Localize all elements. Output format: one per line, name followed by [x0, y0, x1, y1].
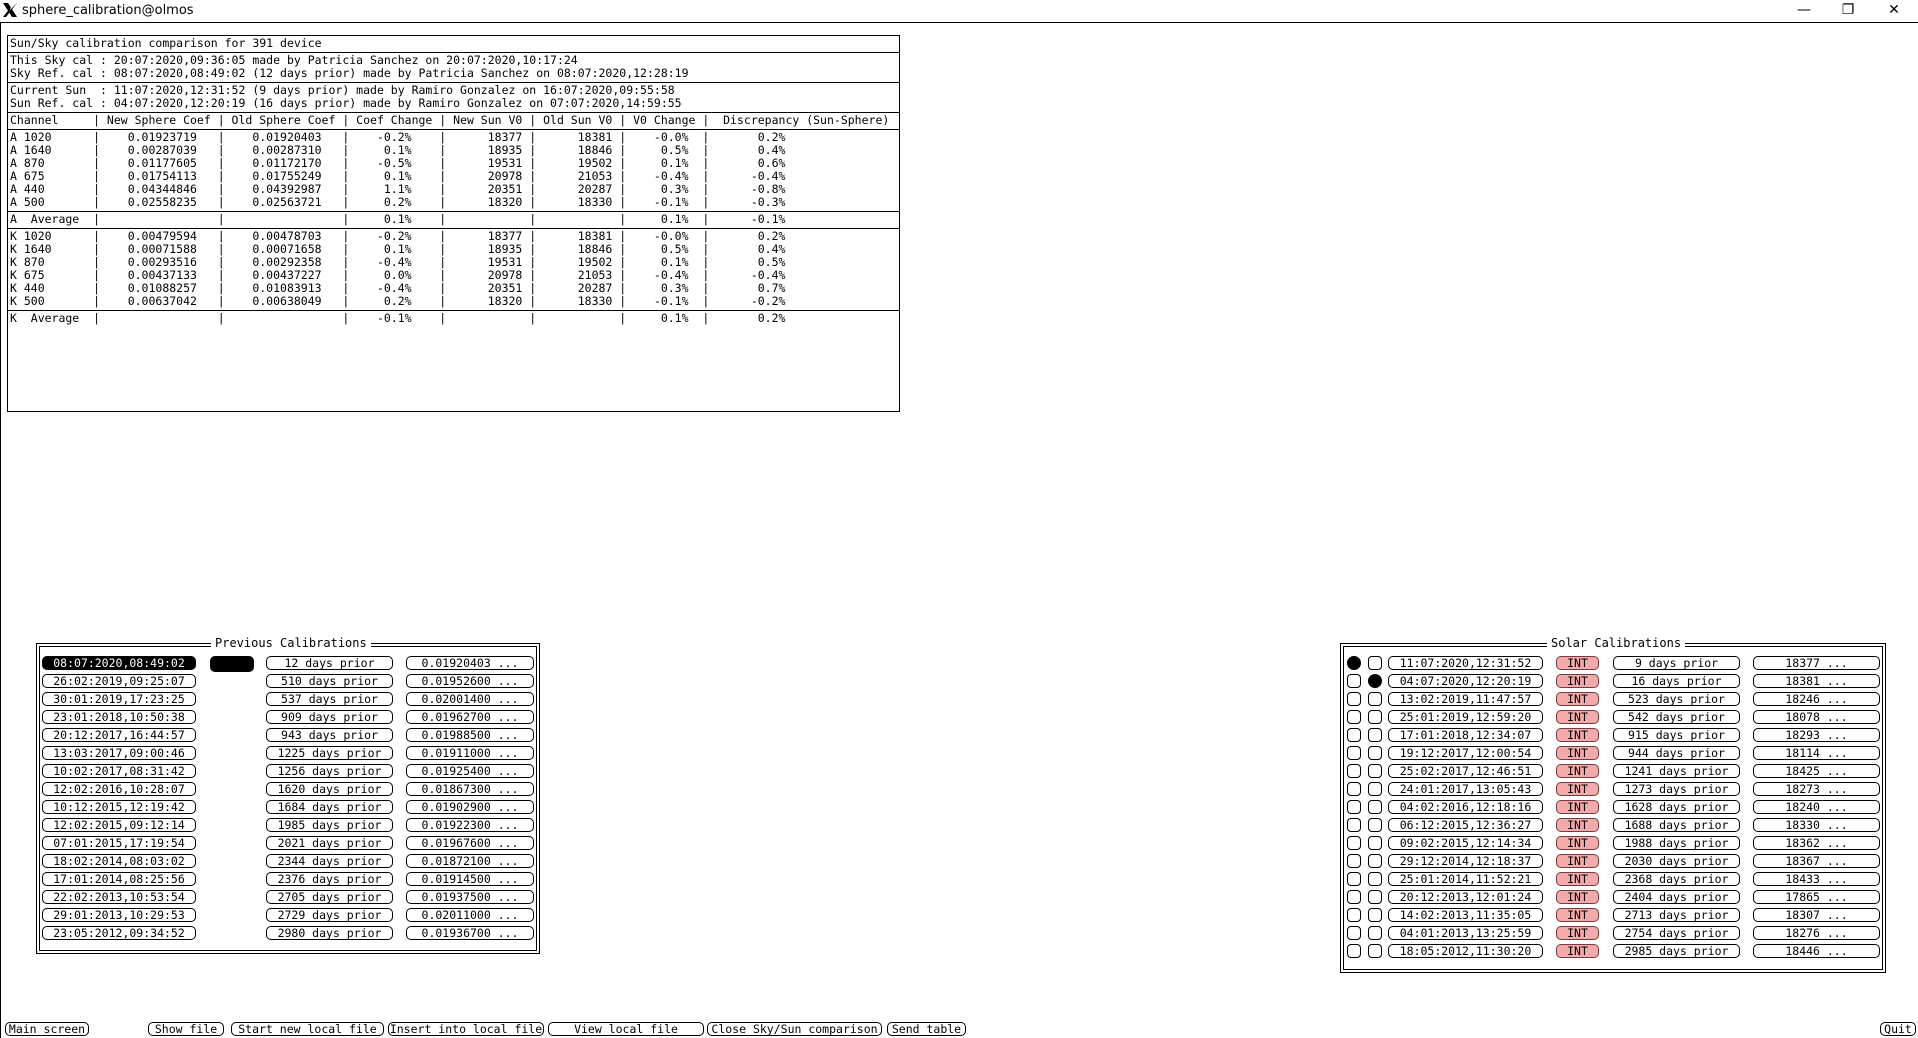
- x-window-icon: [2, 2, 18, 18]
- solar-calibration-type-badge: INT: [1556, 926, 1599, 940]
- previous-calibration-coef[interactable]: 0.01937500 ...: [406, 890, 534, 904]
- current-sun-radio[interactable]: [1347, 926, 1361, 940]
- previous-calibration-coef[interactable]: 0.01911000 ...: [406, 746, 534, 760]
- previous-calibration-date[interactable]: 26:02:2019,09:25:07: [42, 674, 196, 688]
- previous-calibration-prior[interactable]: 909 days prior: [266, 710, 393, 724]
- previous-calibration-date[interactable]: 20:12:2017,16:44:57: [42, 728, 196, 742]
- solar-calibration-type-badge: INT: [1556, 710, 1599, 724]
- report-line: A 675 | 0.01754113 | 0.01755249 | 0.1% | 20978 | 21053 | -0.4% | -0.4%: [10, 169, 786, 183]
- report-line: A 870 | 0.01177605 | 0.01172170 | -0.5% | 19531 | 19502 | 0.1% | 0.6%: [10, 156, 786, 170]
- solar-calibration-date[interactable]: 04:02:2016,12:18:16: [1388, 800, 1543, 814]
- solar-calibration-prior[interactable]: 2754 days prior: [1613, 926, 1740, 940]
- solar-calibration-prior[interactable]: 915 days prior: [1613, 728, 1740, 742]
- solar-calibration-date[interactable]: 09:02:2015,12:14:34: [1388, 836, 1543, 850]
- previous-calibration-coef[interactable]: 0.01967600 ...: [406, 836, 534, 850]
- solar-calibration-date[interactable]: 25:02:2017,12:46:51: [1388, 764, 1543, 778]
- solar-calibration-v0[interactable]: 18381 ...: [1753, 674, 1880, 688]
- solar-calibration-type-badge: INT: [1556, 746, 1599, 760]
- sun-reference-radio[interactable]: [1368, 854, 1382, 868]
- solar-calibration-date[interactable]: 25:01:2019,12:59:20: [1388, 710, 1543, 724]
- solar-calibration-date[interactable]: 24:01:2017,13:05:43: [1388, 782, 1543, 796]
- solar-calibration-date[interactable]: 14:02:2013,11:35:05: [1388, 908, 1543, 922]
- solar-calibration-v0[interactable]: 18307 ...: [1753, 908, 1880, 922]
- previous-calibrations-title: Previous Calibrations: [211, 636, 371, 650]
- solar-calibration-type-badge: INT: [1556, 728, 1599, 742]
- sun-reference-radio[interactable]: [1368, 710, 1382, 724]
- send-table-button[interactable]: Send table: [887, 1022, 966, 1036]
- sun-reference-radio[interactable]: [1368, 674, 1382, 688]
- report-line: This Sky cal : 20:07:2020,09:36:05 made by Patricia Sanchez on 20:07:2020,10:17:24: [10, 53, 578, 67]
- solar-calibration-v0[interactable]: 18433 ...: [1753, 872, 1880, 886]
- previous-calibration-date[interactable]: 13:03:2017,09:00:46: [42, 746, 196, 760]
- previous-calibration-prior[interactable]: 2021 days prior: [266, 836, 393, 850]
- solar-calibration-type-badge: INT: [1556, 854, 1599, 868]
- solar-calibration-prior[interactable]: 1273 days prior: [1613, 782, 1740, 796]
- minimize-button[interactable]: —: [1797, 2, 1811, 18]
- previous-calibration-coef[interactable]: 0.01902900 ...: [406, 800, 534, 814]
- previous-calibration-prior[interactable]: 2980 days prior: [266, 926, 393, 940]
- solar-calibration-type-badge: INT: [1556, 908, 1599, 922]
- report-section: [8, 53, 899, 83]
- solar-calibration-date[interactable]: 13:02:2019,11:47:57: [1388, 692, 1543, 706]
- previous-calibration-coef[interactable]: 0.02001400 ...: [406, 692, 534, 706]
- window-left-edge: [0, 22, 1, 1038]
- solar-calibration-date[interactable]: 29:12:2014,12:18:37: [1388, 854, 1543, 868]
- solar-calibration-v0[interactable]: 18276 ...: [1753, 926, 1880, 940]
- start-new-local-file-button[interactable]: Start new local file: [231, 1022, 384, 1036]
- report-line: K 1640 | 0.00071588 | 0.00071658 | 0.1% | 18935 | 18846 | 0.5% | 0.4%: [10, 242, 786, 256]
- current-sun-radio[interactable]: [1347, 692, 1361, 706]
- sun-reference-radio[interactable]: [1368, 692, 1382, 706]
- report-line: A Average | | | 0.1% | | | 0.1% | -0.1%: [10, 212, 786, 226]
- previous-calibration-date[interactable]: 07:01:2015,17:19:54: [42, 836, 196, 850]
- restore-button[interactable]: ❐: [1841, 2, 1855, 18]
- report-line: Sun Ref. cal : 04:07:2020,12:20:19 (16 days prior) made by Ramiro Gonzalez on 07:07:2020,14:59:55: [10, 96, 682, 110]
- report-section: [8, 311, 899, 327]
- report-line: K Average | | | -0.1% | | | 0.1% | 0.2%: [10, 311, 786, 325]
- solar-calibration-prior[interactable]: 9 days prior: [1613, 656, 1740, 670]
- current-sun-radio[interactable]: [1347, 656, 1361, 670]
- report-section: [8, 83, 899, 113]
- solar-calibration-v0[interactable]: 18293 ...: [1753, 728, 1880, 742]
- solar-calibration-prior[interactable]: 2368 days prior: [1613, 872, 1740, 886]
- solar-calibration-date[interactable]: 11:07:2020,12:31:52: [1388, 656, 1543, 670]
- previous-calibration-prior[interactable]: 2729 days prior: [266, 908, 393, 922]
- previous-calibration-prior[interactable]: 2376 days prior: [266, 872, 393, 886]
- sun-reference-radio[interactable]: [1368, 818, 1382, 832]
- current-sun-radio[interactable]: [1347, 890, 1361, 904]
- solar-calibration-prior[interactable]: 16 days prior: [1613, 674, 1740, 688]
- current-sun-radio[interactable]: [1347, 782, 1361, 796]
- report-section: [8, 212, 899, 229]
- sun-reference-radio[interactable]: [1368, 872, 1382, 886]
- previous-calibration-prior[interactable]: 537 days prior: [266, 692, 393, 706]
- sun-reference-radio[interactable]: [1368, 782, 1382, 796]
- current-sun-radio[interactable]: [1347, 818, 1361, 832]
- view-local-file-button[interactable]: View local file: [548, 1022, 704, 1036]
- report-section: [8, 36, 899, 53]
- current-sun-radio[interactable]: [1347, 872, 1361, 886]
- sun-reference-radio[interactable]: [1368, 926, 1382, 940]
- previous-calibration-date[interactable]: 18:02:2014,08:03:02: [42, 854, 196, 868]
- solar-calibration-type-badge: INT: [1556, 656, 1599, 670]
- current-sun-radio[interactable]: [1347, 836, 1361, 850]
- previous-calibration-date[interactable]: 30:01:2019,17:23:25: [42, 692, 196, 706]
- main-screen-button[interactable]: Main screen: [5, 1022, 89, 1036]
- sun-reference-radio[interactable]: [1368, 728, 1382, 742]
- report-line: K 500 | 0.00637042 | 0.00638049 | 0.2% | 18320 | 18330 | -0.1% | -0.2%: [10, 294, 786, 308]
- solar-calibration-type-badge: INT: [1556, 818, 1599, 832]
- current-sun-radio[interactable]: [1347, 764, 1361, 778]
- sun-reference-radio[interactable]: [1368, 908, 1382, 922]
- previous-calibration-coef[interactable]: 0.01867300 ...: [406, 782, 534, 796]
- solar-calibration-v0[interactable]: 18362 ...: [1753, 836, 1880, 850]
- solar-calibration-type-badge: INT: [1556, 872, 1599, 886]
- previous-calibration-coef[interactable]: 0.01936700 ...: [406, 926, 534, 940]
- close-sky-sun-comparison-button[interactable]: Close Sky/Sun comparison: [707, 1022, 882, 1036]
- current-sun-radio[interactable]: [1347, 908, 1361, 922]
- previous-calibration-coef[interactable]: 0.02011000 ...: [406, 908, 534, 922]
- previous-calibration-prior[interactable]: 2705 days prior: [266, 890, 393, 904]
- sun-reference-radio[interactable]: [1368, 890, 1382, 904]
- sun-reference-radio[interactable]: [1368, 944, 1382, 958]
- report-line: K 1020 | 0.00479594 | 0.00478703 | -0.2% | 18377 | 18381 | -0.0% | 0.2%: [10, 229, 786, 243]
- report-line: Current Sun : 11:07:2020,12:31:52 (9 days prior) made by Ramiro Gonzalez on 16:07:2020,09:55:58: [10, 83, 675, 97]
- solar-calibration-date[interactable]: 19:12:2017,12:00:54: [1388, 746, 1543, 760]
- previous-calibration-prior[interactable]: 1256 days prior: [266, 764, 393, 778]
- previous-calibration-coef[interactable]: 0.01872100 ...: [406, 854, 534, 868]
- sun-reference-radio[interactable]: [1368, 764, 1382, 778]
- report-line: A 440 | 0.04344846 | 0.04392987 | 1.1% | 20351 | 20287 | 0.3% | -0.8%: [10, 182, 786, 196]
- solar-calibration-type-badge: INT: [1556, 944, 1599, 958]
- solar-calibration-date[interactable]: 06:12:2015,12:36:27: [1388, 818, 1543, 832]
- show-file-button[interactable]: Show file: [148, 1022, 224, 1036]
- calibration-comparison-report: [7, 35, 900, 412]
- solar-calibration-type-badge: INT: [1556, 782, 1599, 796]
- previous-calibration-prior[interactable]: 1684 days prior: [266, 800, 393, 814]
- solar-calibration-prior[interactable]: 944 days prior: [1613, 746, 1740, 760]
- solar-calibration-prior[interactable]: 2030 days prior: [1613, 854, 1740, 868]
- current-sun-radio[interactable]: [1347, 800, 1361, 814]
- solar-calibrations-title: Solar Calibrations: [1547, 636, 1685, 650]
- current-sun-radio[interactable]: [1347, 854, 1361, 868]
- solar-calibration-prior[interactable]: 2985 days prior: [1613, 944, 1740, 958]
- window-title: sphere_calibration@olmos: [22, 3, 194, 18]
- sun-reference-radio[interactable]: [1368, 800, 1382, 814]
- close-window-button[interactable]: ✕: [1888, 2, 1900, 18]
- sun-reference-radio[interactable]: [1368, 836, 1382, 850]
- solar-calibration-v0[interactable]: 18446 ...: [1753, 944, 1880, 958]
- solar-calibration-v0[interactable]: 18240 ...: [1753, 800, 1880, 814]
- previous-calibration-prior[interactable]: 943 days prior: [266, 728, 393, 742]
- solar-calibration-v0[interactable]: 18114 ...: [1753, 746, 1880, 760]
- report-line: K 675 | 0.00437133 | 0.00437227 | 0.0% | 20978 | 21053 | -0.4% | -0.4%: [10, 268, 786, 282]
- solar-calibration-prior[interactable]: 1988 days prior: [1613, 836, 1740, 850]
- solar-calibration-type-badge: INT: [1556, 692, 1599, 706]
- previous-calibration-date[interactable]: 12:02:2015,09:12:14: [42, 818, 196, 832]
- report-line: A 500 | 0.02558235 | 0.02563721 | 0.2% | 18320 | 18330 | -0.1% | -0.3%: [10, 195, 786, 209]
- previous-calibration-coef[interactable]: 0.01920403 ...: [406, 656, 534, 670]
- previous-calibration-prior[interactable]: 510 days prior: [266, 674, 393, 688]
- quit-button[interactable]: Quit: [1880, 1022, 1916, 1036]
- previous-calibration-date[interactable]: 10:02:2017,08:31:42: [42, 764, 196, 778]
- previous-calibration-date[interactable]: 23:05:2012,09:34:52: [42, 926, 196, 940]
- previous-calibration-date[interactable]: 23:01:2018,10:50:38: [42, 710, 196, 724]
- previous-calibration-coef[interactable]: 0.01922300 ...: [406, 818, 534, 832]
- solar-calibration-prior[interactable]: 2404 days prior: [1613, 890, 1740, 904]
- previous-calibration-date[interactable]: 10:12:2015,12:19:42: [42, 800, 196, 814]
- solar-calibration-type-badge: INT: [1556, 674, 1599, 688]
- current-sun-radio[interactable]: [1347, 710, 1361, 724]
- report-section: [8, 130, 899, 212]
- report-line: K 870 | 0.00293516 | 0.00292358 | -0.4% | 19531 | 19502 | 0.1% | 0.5%: [10, 255, 786, 269]
- sun-reference-radio[interactable]: [1368, 746, 1382, 760]
- solar-calibration-date[interactable]: 25:01:2014,11:52:21: [1388, 872, 1543, 886]
- report-line: Channel | New Sphere Coef | Old Sphere Coef | Coef Change | New Sun V0 | Old Sun V0 | V0 Change | Discrepancy (Sun-Sphere): [10, 113, 890, 127]
- previous-calibration-prior[interactable]: 1985 days prior: [266, 818, 393, 832]
- solar-calibration-date[interactable]: 04:07:2020,12:20:19: [1388, 674, 1543, 688]
- current-sun-radio[interactable]: [1347, 674, 1361, 688]
- selected-indicator: [210, 656, 254, 672]
- solar-calibration-date[interactable]: 18:05:2012,11:30:20: [1388, 944, 1543, 958]
- current-sun-radio[interactable]: [1347, 746, 1361, 760]
- report-line: A 1020 | 0.01923719 | 0.01920403 | -0.2% | 18377 | 18381 | -0.0% | 0.2%: [10, 130, 786, 144]
- previous-calibration-date[interactable]: 17:01:2014,08:25:56: [42, 872, 196, 886]
- report-line: K 440 | 0.01088257 | 0.01083913 | -0.4% | 20351 | 20287 | 0.3% | 0.7%: [10, 281, 786, 295]
- previous-calibration-coef[interactable]: 0.01962700 ...: [406, 710, 534, 724]
- solar-calibration-type-badge: INT: [1556, 800, 1599, 814]
- solar-calibration-v0[interactable]: 18330 ...: [1753, 818, 1880, 832]
- previous-calibration-prior[interactable]: 1620 days prior: [266, 782, 393, 796]
- solar-calibration-v0[interactable]: 18246 ...: [1753, 692, 1880, 706]
- previous-calibration-prior[interactable]: 12 days prior: [266, 656, 393, 670]
- report-line: A 1640 | 0.00287039 | 0.00287310 | 0.1% | 18935 | 18846 | 0.5% | 0.4%: [10, 143, 786, 157]
- solar-calibration-v0[interactable]: 18377 ...: [1753, 656, 1880, 670]
- solar-calibration-v0[interactable]: 18078 ...: [1753, 710, 1880, 724]
- solar-calibration-date[interactable]: 17:01:2018,12:34:07: [1388, 728, 1543, 742]
- current-sun-radio[interactable]: [1347, 728, 1361, 742]
- solar-calibration-prior[interactable]: 2713 days prior: [1613, 908, 1740, 922]
- previous-calibration-date[interactable]: 22:02:2013,10:53:54: [42, 890, 196, 904]
- previous-calibration-prior[interactable]: 2344 days prior: [266, 854, 393, 868]
- report-section: [8, 229, 899, 311]
- solar-calibration-date[interactable]: 20:12:2013,12:01:24: [1388, 890, 1543, 904]
- title-bar: [0, 0, 1918, 23]
- sun-reference-radio[interactable]: [1368, 656, 1382, 670]
- report-line: Sun/Sky calibration comparison for 391 device: [10, 36, 322, 50]
- solar-calibration-prior[interactable]: 1688 days prior: [1613, 818, 1740, 832]
- previous-calibration-coef[interactable]: 0.01914500 ...: [406, 872, 534, 886]
- previous-calibration-date[interactable]: 29:01:2013,10:29:53: [42, 908, 196, 922]
- current-sun-radio[interactable]: [1347, 944, 1361, 958]
- previous-calibration-prior[interactable]: 1225 days prior: [266, 746, 393, 760]
- previous-calibration-coef[interactable]: 0.01925400 ...: [406, 764, 534, 778]
- solar-calibration-type-badge: INT: [1556, 764, 1599, 778]
- solar-calibration-v0[interactable]: 18367 ...: [1753, 854, 1880, 868]
- previous-calibration-coef[interactable]: 0.01952600 ...: [406, 674, 534, 688]
- report-line: Sky Ref. cal : 08:07:2020,08:49:02 (12 days prior) made by Patricia Sanchez on 08:07:2020,12:28:19: [10, 66, 689, 80]
- solar-calibration-type-badge: INT: [1556, 890, 1599, 904]
- solar-calibration-prior[interactable]: 542 days prior: [1613, 710, 1740, 724]
- solar-calibration-v0[interactable]: 17865 ...: [1753, 890, 1880, 904]
- previous-calibration-date[interactable]: 08:07:2020,08:49:02: [42, 656, 196, 670]
- solar-calibration-prior[interactable]: 1241 days prior: [1613, 764, 1740, 778]
- previous-calibration-date[interactable]: 12:02:2016,10:28:07: [42, 782, 196, 796]
- insert-into-local-file-button[interactable]: Insert into local file: [389, 1022, 543, 1036]
- previous-calibration-coef[interactable]: 0.01988500 ...: [406, 728, 534, 742]
- solar-calibration-type-badge: INT: [1556, 836, 1599, 850]
- solar-calibration-prior[interactable]: 523 days prior: [1613, 692, 1740, 706]
- report-section: [8, 113, 899, 130]
- solar-calibration-prior[interactable]: 1628 days prior: [1613, 800, 1740, 814]
- solar-calibration-date[interactable]: 04:01:2013,13:25:59: [1388, 926, 1543, 940]
- solar-calibration-v0[interactable]: 18425 ...: [1753, 764, 1880, 778]
- solar-calibration-v0[interactable]: 18273 ...: [1753, 782, 1880, 796]
